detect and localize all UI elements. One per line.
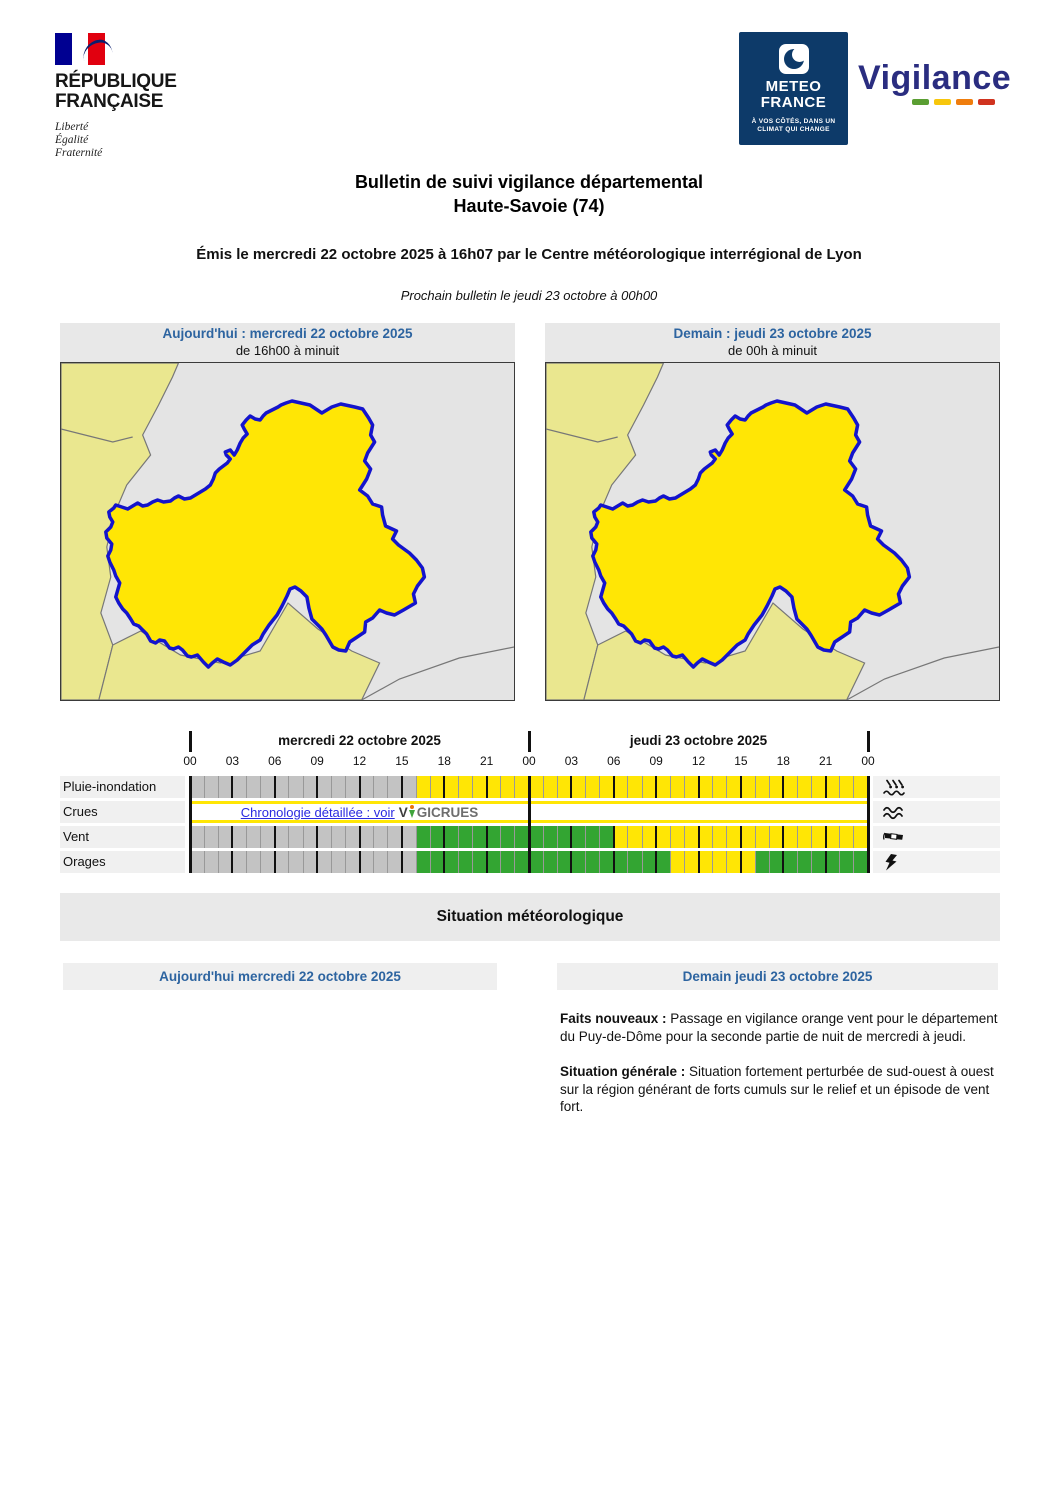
timeline-hour-label: 00 [183, 754, 197, 768]
timeline-hour-tick [218, 851, 219, 873]
timeline-hour-tick [557, 851, 558, 873]
timeline-hour-tick [387, 776, 388, 798]
windsock-icon [882, 829, 906, 846]
timeline-hour-tick [303, 826, 304, 848]
timeline-hour-tick [599, 826, 600, 848]
timeline-hour-tick [260, 826, 261, 848]
timeline-hour-tick [627, 776, 628, 798]
timeline-hour-tick [204, 851, 205, 873]
timeline-hour-tick [670, 826, 671, 848]
next-bulletin-line: Prochain bulletin le jeudi 23 octobre à 00h00 [400, 288, 658, 303]
timeline-hour-tick [599, 776, 600, 798]
timeline-hour-label: 00 [861, 754, 875, 768]
timeline-hour-tick [543, 776, 544, 798]
vigilance-bar [978, 99, 995, 105]
timeline-hour-tick [585, 826, 586, 848]
crues-link-wrap [190, 801, 529, 823]
timeline-hour-label: 12 [691, 754, 706, 768]
map-panel-today [60, 323, 515, 701]
timeline-hour-tick [712, 851, 713, 873]
timeline-hour-tick [458, 851, 459, 873]
timeline-day-tick [189, 731, 192, 752]
timeline-day-tick [528, 731, 531, 752]
republique-francaise-logo [55, 33, 265, 160]
timeline-hour-tick [712, 776, 713, 798]
timeline-hour-tick [331, 826, 332, 848]
timeline-hour-tick [543, 851, 544, 873]
timeline-hour-tick [443, 851, 445, 873]
timeline-icon-cell [873, 851, 1000, 873]
timeline-hour-tick [642, 826, 643, 848]
waves-icon [882, 805, 906, 820]
timeline-icon-cell [873, 776, 1000, 798]
timeline-hour-tick [740, 826, 742, 848]
timeline-hour-tick [231, 826, 233, 848]
timeline-hour-tick [458, 776, 459, 798]
timeline-hour-tick [472, 851, 473, 873]
page-title: Bulletin de suivi vigilance départemental Haute-Savoie (74) [354, 172, 704, 216]
timeline-hour-tick [514, 776, 515, 798]
timeline-hour-tick [218, 826, 219, 848]
timeline-hour-tick [811, 826, 812, 848]
vigilance-bar [912, 99, 929, 105]
timeline-hour-tick [726, 776, 727, 798]
rain-flood-icon [882, 779, 906, 796]
timeline-row-label: Crues [60, 801, 185, 823]
timeline-hour-tick [416, 851, 417, 873]
timeline-hour-tick [839, 851, 840, 873]
timeline-hour-tick [472, 776, 473, 798]
timeline-hour-tick [359, 776, 361, 798]
timeline-day-label: mercredi 22 octobre 2025 [278, 733, 441, 748]
timeline-hour-tick [274, 776, 276, 798]
timeline-hour-tick [670, 776, 671, 798]
department-map-tomorrow [545, 362, 1000, 701]
timeline-hour-tick [740, 776, 742, 798]
timeline-hour-tick [373, 776, 374, 798]
timeline-hour-tick [655, 826, 657, 848]
timeline-day-label: jeudi 23 octobre 2025 [629, 733, 768, 748]
timeline-hour-tick [500, 776, 501, 798]
timeline-hour-tick [274, 851, 276, 873]
meteo-france-tagline: À VOS CÔTÉS, DANS UN CLIMAT QUI CHANGE [751, 118, 836, 133]
timeline-hour-label: 06 [607, 754, 621, 768]
timeline-hour-tick [443, 826, 445, 848]
timeline-hour-tick [387, 826, 388, 848]
timeline-hour-tick [684, 851, 685, 873]
timeline-hour-tick [769, 826, 770, 848]
timeline-hour-tick [726, 851, 727, 873]
vigicrues-logo: V GICRUES [398, 804, 479, 820]
vigicrues-mark-icon [409, 805, 416, 819]
timeline-hour-tick [246, 776, 247, 798]
timeline-hour-tick [698, 826, 700, 848]
timeline-hour-tick [373, 851, 374, 873]
timeline-row-label: Vent [60, 826, 185, 848]
timeline-hour-tick [458, 826, 459, 848]
timeline-hour-tick [825, 776, 827, 798]
timeline-hour-tick [430, 851, 431, 873]
timeline-hour-tick [698, 851, 700, 873]
timeline-hour-tick [500, 826, 501, 848]
timeline-hour-tick [627, 826, 628, 848]
timeline-hour-tick [825, 826, 827, 848]
timeline-row-label: Orages [60, 851, 185, 873]
vigicrues-link[interactable]: Chronologie détaillée : voir [240, 804, 395, 820]
timeline-hour-label: 21 [479, 754, 494, 768]
timeline-hour-tick [670, 851, 671, 873]
timeline-hour-tick [585, 776, 586, 798]
timeline-hour-tick [613, 776, 615, 798]
timeline-hour-label: 15 [734, 754, 748, 768]
timeline-hour-tick [514, 826, 515, 848]
timeline-hour-tick [316, 826, 318, 848]
haute-savoie-map-svg [546, 363, 999, 700]
timeline-hour-tick [246, 826, 247, 848]
timeline-hour-tick [472, 826, 473, 848]
timeline-hour-tick [303, 776, 304, 798]
timeline-hour-tick [839, 826, 840, 848]
timeline-hour-tick [345, 826, 346, 848]
timeline-hour-tick [627, 851, 628, 873]
timeline-hour-tick [655, 851, 657, 873]
timeline-hour-label: 18 [437, 754, 451, 768]
timeline-hour-tick [486, 826, 488, 848]
timeline-hour-tick [387, 851, 388, 873]
timeline-hour-tick [585, 851, 586, 873]
timeline-hour-tick [825, 851, 827, 873]
republique-name: RÉPUBLIQUE FRANÇAISE [55, 71, 177, 112]
meteo-france-name: METEO FRANCE [760, 78, 827, 111]
timeline-hour-tick [797, 776, 798, 798]
timeline-row-icons [873, 776, 1000, 876]
timeline-hour-tick [698, 776, 700, 798]
map-panel-tomorrow [545, 323, 1000, 701]
timeline-hour-tick [345, 851, 346, 873]
meteo-france-logo [739, 32, 848, 145]
timeline-hour-tick [642, 851, 643, 873]
timeline-hour-tick [288, 776, 289, 798]
timeline-hour-tick [231, 851, 233, 873]
timeline-hour-tick [416, 776, 417, 798]
timeline-hour-tick [401, 826, 403, 848]
timeline-hour-tick [443, 776, 445, 798]
timeline-hour-tick [769, 776, 770, 798]
timeline-hour-tick [260, 851, 261, 873]
timeline-hour-tick [726, 826, 727, 848]
timeline-hour-tick [642, 776, 643, 798]
timeline-icon-cell [873, 801, 1000, 823]
timeline-row-label: Pluie-inondation [60, 776, 185, 798]
timeline-hour-tick [359, 851, 361, 873]
timeline-hour-tick [218, 776, 219, 798]
situation-generale-paragraph: Situation générale : Situation fortement perturbée de sud-ouest à ouest sur la région générant de forts cumuls sur le relief et un épisode de vent fort. [560, 1064, 994, 1114]
timeline-hour-tick [684, 826, 685, 848]
timeline-hour-tick [853, 776, 854, 798]
republique-motto: Liberté Égalité Fraternité [55, 121, 103, 159]
timeline-day-boundary [867, 776, 870, 873]
vigilance-bar [956, 99, 973, 105]
timeline-hour-label: 18 [776, 754, 790, 768]
timeline-hour-tick [782, 851, 784, 873]
timeline-hour-tick [797, 826, 798, 848]
vigilance-bar [934, 99, 951, 105]
timeline-hour-label: 12 [352, 754, 367, 768]
situation-tomorrow-text [560, 1010, 1002, 1134]
timeline-hour-tick [811, 851, 812, 873]
timeline-hour-label: 21 [818, 754, 833, 768]
timeline-icon-cell [873, 826, 1000, 848]
timeline-hour-tick [570, 851, 572, 873]
timeline-hour-label: 09 [649, 754, 663, 768]
timeline-hour-tick [740, 851, 742, 873]
timeline-hour-tick [557, 776, 558, 798]
timeline-hour-tick [797, 851, 798, 873]
timeline-hour-tick [570, 776, 572, 798]
vigilance-logo [858, 59, 1012, 105]
timeline-hour-tick [543, 826, 544, 848]
timeline-hour-tick [684, 776, 685, 798]
timeline-hour-tick [373, 826, 374, 848]
timeline-day-boundary [528, 776, 531, 873]
timeline-hour-label: 00 [522, 754, 536, 768]
timeline-hour-tick [401, 851, 403, 873]
situation-tomorrow-header: Demain jeudi 23 octobre 2025 [557, 963, 998, 990]
timeline-hour-tick [769, 851, 770, 873]
timeline-hour-axis [183, 754, 875, 773]
timeline-hour-tick [839, 776, 840, 798]
timeline-hour-tick [204, 776, 205, 798]
timeline-hour-tick [401, 776, 403, 798]
timeline-hour-tick [331, 776, 332, 798]
timeline-hour-tick [486, 851, 488, 873]
timeline-hour-tick [274, 826, 276, 848]
timeline-hour-tick [500, 851, 501, 873]
timeline-hour-tick [345, 776, 346, 798]
timeline-hour-tick [204, 826, 205, 848]
timeline-hour-tick [486, 776, 488, 798]
timeline-plot [190, 776, 868, 876]
timeline-hour-tick [655, 776, 657, 798]
timeline-hour-tick [613, 826, 615, 848]
timeline-hour-label: 03 [564, 754, 579, 768]
timeline-hour-tick [288, 826, 289, 848]
timeline-hour-tick [246, 851, 247, 873]
timeline-hour-tick [853, 826, 854, 848]
timeline-hour-tick [853, 851, 854, 873]
timeline-row-labels [60, 776, 185, 876]
timeline-day-headers [190, 730, 868, 754]
timeline-hour-tick [755, 851, 756, 873]
timeline-hour-tick [430, 826, 431, 848]
timeline-hour-tick [316, 776, 318, 798]
timeline-hour-tick [303, 851, 304, 873]
faits-nouveaux-paragraph: Faits nouveaux : Passage en vigilance orange vent pour le département du Puy-de-Dôme pour la seconde partie de nuit de mercredi à jeudi. [560, 1011, 998, 1044]
timeline-hour-tick [755, 826, 756, 848]
map-header-tomorrow: Demain : jeudi 23 octobre 2025 de 00h à minuit [545, 323, 1000, 362]
lightning-icon [882, 854, 902, 871]
vigilance-color-bars [858, 99, 995, 105]
timeline-hour-tick [316, 851, 318, 873]
vigilance-timeline [60, 730, 1000, 876]
timeline-hour-tick [359, 826, 361, 848]
timeline-hour-tick [231, 776, 233, 798]
timeline-hour-label: 03 [225, 754, 240, 768]
timeline-hour-tick [599, 851, 600, 873]
timeline-hour-tick [782, 826, 784, 848]
timeline-hour-tick [288, 851, 289, 873]
timeline-hour-label: 09 [310, 754, 324, 768]
timeline-hour-tick [613, 851, 615, 873]
department-map-today [60, 362, 515, 701]
timeline-hour-tick [430, 776, 431, 798]
emission-line: Émis le mercredi 22 octobre 2025 à 16h07 par le Centre météorologique interrégional de Lyon [196, 246, 862, 263]
timeline-hour-tick [811, 776, 812, 798]
timeline-hour-tick [557, 826, 558, 848]
vigilance-wordmark: Vigilance [858, 59, 1012, 97]
timeline-hour-tick [712, 826, 713, 848]
timeline-hour-tick [260, 776, 261, 798]
timeline-hour-tick [331, 851, 332, 873]
timeline-hour-label: 15 [395, 754, 409, 768]
timeline-day-tick [867, 731, 870, 752]
meteo-france-icon [779, 44, 809, 74]
maps-row [60, 323, 1000, 701]
timeline-hour-tick [570, 826, 572, 848]
map-header-today: Aujourd'hui : mercredi 22 octobre 2025 de 16h00 à minuit [60, 323, 515, 362]
timeline-hour-tick [782, 776, 784, 798]
french-flag-icon [55, 33, 105, 65]
haute-savoie-map-svg [61, 363, 514, 700]
timeline-hour-tick [416, 826, 417, 848]
timeline-hour-label: 06 [268, 754, 282, 768]
situation-today-header: Aujourd'hui mercredi 22 octobre 2025 [63, 963, 497, 990]
timeline-day-boundary [189, 776, 192, 873]
timeline-hour-tick [755, 776, 756, 798]
timeline-hour-tick [514, 851, 515, 873]
situation-section-title: Situation météorologique [60, 893, 1000, 941]
